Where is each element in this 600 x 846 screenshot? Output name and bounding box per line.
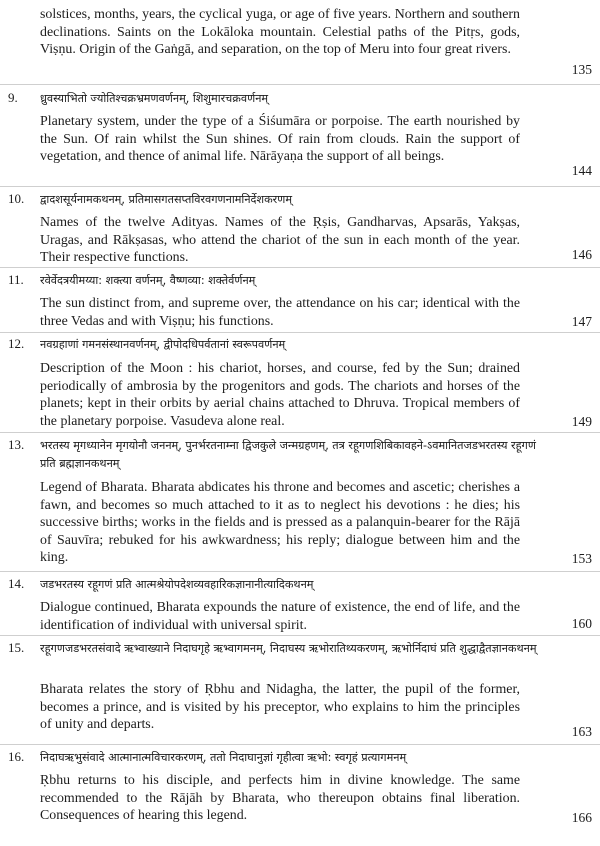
divider [0, 267, 600, 268]
entry-sanskrit-title: निदाघऋभुसंवादे आत्मानात्मविचारकरणम्, ततो निदाघानुज्ञां गृहीत्वा ऋभो: स्वगृहं प्रत्यागमनम् [40, 751, 407, 764]
entry-page-number: 135 [571, 62, 592, 77]
entry-description: Ṛbhu returns to his disciple, and perfects him in divine knowledge. The same recommended to the Rājāh by Bharata, who thereupon obtains final liberation. Consequences of hearing this legend. [40, 773, 520, 824]
entry-page-number: 147 [571, 314, 592, 329]
entry-sanskrit-title: भरतस्य मृगध्यानेन मृगयोनौ जननम्, पुनर्भरतनाम्ना द्विजकुले जन्मग्रहणम्, तत्र रहूगणशिबिकावहने-ऽवमानितजडभरतस्य रहूगणं प्रति ब्रह्मज्ञानकथनम् [40, 439, 536, 470]
divider [0, 84, 600, 85]
entry-number: 13. [8, 437, 25, 452]
entry-number: 16. [8, 749, 25, 764]
entry-description: solstices, months, years, the cyclical yuga, or age of five years. Northern and southern declinations. Saints on the Lokāloka mountain. Celestial paths of the Pitṛs, gods, Viṣṇu. Origin of the Gaṅgā, and separation, on the top of Meru into four great rivers. [40, 7, 520, 58]
divider [0, 432, 600, 433]
entry-page-number: 163 [571, 724, 592, 739]
entry-number: 11. [8, 272, 24, 287]
divider [0, 744, 600, 745]
entry-page-number: 149 [571, 414, 592, 429]
entry-number: 15. [8, 640, 25, 655]
entry-sanskrit-title: द्वादशसूर्यनामकथनम्, प्रतिमासगतसप्तविरवगणनामनिर्देशकरणम् [40, 193, 293, 206]
entry-description: The sun distinct from, and supreme over, the attendance on his car; identical with the three Vedas and with Viṣṇu; his functions. [40, 296, 520, 329]
divider [0, 635, 600, 636]
entry-sanskrit-title: ध्रुवस्याभितो ज्योतिश्चक्रभ्रमणवर्णनम्, शिशुमारचक्रवर्णनम् [40, 92, 269, 105]
entry-page-number: 144 [571, 163, 592, 178]
entry-description: Bharata relates the story of Ṛbhu and Nidagha, the latter, the pupil of the former, becomes a prince, and is visited by his preceptor, who explains to him the principles of unity and departs. [40, 682, 520, 733]
entry-page-number: 146 [571, 247, 592, 262]
divider [0, 332, 600, 333]
divider [0, 571, 600, 572]
entry-sanskrit-title: रवेर्वेदत्रयीमय्या: शक्त्या वर्णनम्, वैष्णव्या: शक्तेर्वर्णनम् [40, 274, 256, 287]
divider [0, 186, 600, 187]
entry-description: Legend of Bharata. Bharata abdicates his throne and becomes and ascetic; cherishes a fawn, and becomes so much attached to it as to neglect his devotions : he dies; his successive births; works in the fields and is pressed as a palanquin-bearer for the Rājā of Sauvīra; rebuked for his awkwardness; his reply; dialogue between him and the king. [40, 480, 520, 566]
entry-sanskrit-title: नवग्रहाणां गमनसंस्थानवर्णनम्, द्वीपोदधिपर्वतानां स्वरूपवर्णनम् [40, 338, 286, 351]
entry-number: 10. [8, 191, 25, 206]
entry-sanskrit-title: रहूगणजडभरतसंवादे ऋभ्वाख्याने निदाघगृहे ऋभ्वागमनम्, निदाघस्य ऋभोरातिथ्यकरणम्, ऋभोर्निदाघं प्रति शुद्धाद्वैतज्ञानकथनम् [40, 642, 537, 655]
entry-description: Description of the Moon : his chariot, horses, and course, fed by the Sun; drained periodically of ambrosia by the progenitors and gods. The chariots and horses of the planets; kept in their orbits by aerial chains attached to Dhruva. Tropical members of the planetary porpoise. Vasudeva alone real. [40, 361, 520, 429]
entry-description: Dialogue continued, Bharata expounds the nature of existence, the end of life, and the identification of individual with universal spirit. [40, 600, 520, 633]
entry-sanskrit-title: जडभरतस्य रहूगणं प्रति आत्मश्रेयोपदेशव्यवहारिकज्ञानानीत्यादिकथनम् [40, 578, 314, 591]
entry-page-number: 160 [571, 616, 592, 631]
entry-description: Planetary system, under the type of a Śiśumāra or porpoise. The earth nourished by the Sun. Of rain whilst the Sun shines. Of rain from clouds. Rain the support of vegetation, and thence of animal life. Nārāyaṇa the support of all beings. [40, 114, 520, 165]
entry-page-number: 153 [571, 551, 592, 566]
entry-description: Names of the twelve Adityas. Names of the Ṛṣis, Gandharvas, Apsarās, Yakṣas, Uragas, and Rākṣasas, who attend the chariot of the sun in each month of the year. Their respective functions. [40, 215, 520, 266]
entry-number: 12. [8, 336, 25, 351]
entry-number: 14. [8, 576, 25, 591]
entry-number: 9. [8, 90, 18, 105]
entry-page-number: 166 [571, 810, 592, 825]
